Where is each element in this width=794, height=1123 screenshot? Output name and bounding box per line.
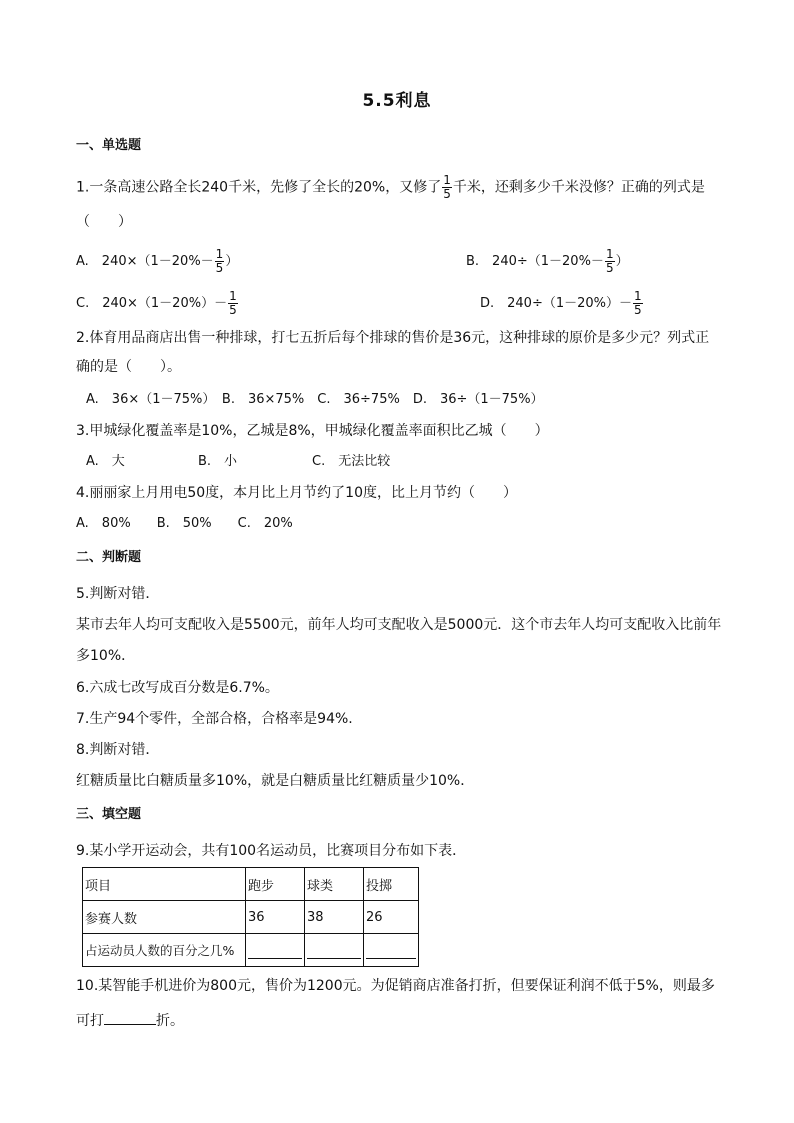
question-1-option-a[interactable]: A. 240×（1－20%－ $\frac{1}{5}$ ） bbox=[76, 247, 239, 275]
fraction: $\frac{1}{5}$ bbox=[443, 173, 451, 201]
question-3-text: 3.甲城绿化覆盖率是10%，乙城是8%，甲城绿化覆盖率面积比乙城（ ） bbox=[76, 423, 549, 439]
table-header-cell: 跑步 bbox=[246, 868, 305, 901]
question-2-line-1: 2.体育用品商店出售一种排球，打七五折后每个排球的售价是36元，这种排球的原价是多少元？列式正 bbox=[76, 330, 710, 346]
question-4-options[interactable]: A. 80% B. 50% C. 20% bbox=[76, 516, 293, 531]
table-row bbox=[83, 901, 419, 934]
section-heading-fill-in: 三、填空题 bbox=[76, 807, 142, 822]
question-9-text: 9.某小学开运动会，共有100名运动员，比赛项目分布如下表． bbox=[76, 843, 467, 859]
question-10-line-2: 可打 折。 bbox=[76, 1010, 184, 1031]
table-cell: 36 bbox=[246, 901, 305, 934]
question-2-options[interactable]: A. 36×（1－75%） B. 36×75% C. 36÷75% D. 36÷（1－75%） bbox=[86, 392, 544, 407]
question-1-paren: （ ） bbox=[76, 214, 132, 230]
question-10-line-1: 10.某智能手机进价为800元，售价为1200元。为促销商店准备打折，但要保证利润不低于5%，则最多 bbox=[76, 978, 715, 994]
question-3-option-b[interactable]: B. 小 bbox=[198, 454, 238, 469]
table-cell: 26 bbox=[364, 901, 419, 934]
question-1-option-d[interactable]: D. 240÷（1－20%）－ $\frac{1}{5}$ bbox=[480, 289, 642, 317]
table-header-cell: 投掷 bbox=[364, 868, 419, 901]
table-header-cell: 球类 bbox=[305, 868, 364, 901]
answer-blank[interactable] bbox=[104, 1010, 156, 1025]
table-row bbox=[83, 868, 419, 901]
question-6-text: 6.六成七改写成百分数是6.7%。 bbox=[76, 680, 279, 696]
table-row bbox=[83, 934, 419, 967]
table-cell: 占运动员人数的百分之几% bbox=[83, 934, 246, 967]
question-1-option-c[interactable]: C. 240×（1－20%）－ $\frac{1}{5}$ bbox=[76, 289, 237, 317]
answer-blank[interactable] bbox=[364, 934, 419, 967]
question-1-text: 1.一条高速公路全长240千米，先修了全长的20%，又修了 $\frac{1}{5}$ 千米，还剩多少千米没修？正确的列式是 bbox=[76, 173, 705, 201]
answer-blank[interactable] bbox=[305, 934, 364, 967]
question-1-option-b[interactable]: B. 240÷（1－20%－ $\frac{1}{5}$ ） bbox=[466, 247, 629, 275]
table-cell: 参赛人数 bbox=[83, 901, 246, 934]
page-title: 5.5利息 bbox=[362, 91, 432, 111]
table-header-cell: 项目 bbox=[83, 868, 246, 901]
section-heading-single-choice: 一、单选题 bbox=[76, 138, 142, 153]
question-3-option-a[interactable]: A. 大 bbox=[86, 454, 125, 469]
question-5-line-2: 某市去年人均可支配收入是5500元，前年人均可支配收入是5000元．这个市去年人均可支配收入比前年 bbox=[76, 617, 722, 633]
section-heading-true-false: 二、判断题 bbox=[76, 550, 142, 565]
question-2-line-2: 确的是（ ）。 bbox=[76, 359, 181, 375]
question-5-line-3: 多10%． bbox=[76, 648, 136, 664]
question-4-text: 4.丽丽家上月用电50度，本月比上月节约了10度，比上月节约（ ） bbox=[76, 485, 517, 501]
table-cell: 38 bbox=[305, 901, 364, 934]
answer-blank[interactable] bbox=[246, 934, 305, 967]
question-3-option-c[interactable]: C. 无法比较 bbox=[312, 454, 391, 469]
question-5-line-1: 5.判断对错． bbox=[76, 586, 160, 602]
question-8-line-1: 8.判断对错． bbox=[76, 742, 160, 758]
question-7-text: 7.生产94个零件，全部合格，合格率是94%. bbox=[76, 711, 353, 727]
event-distribution-table bbox=[82, 867, 419, 967]
question-8-line-2: 红糖质量比白糖质量多10%，就是白糖质量比红糖质量少10%． bbox=[76, 773, 475, 789]
